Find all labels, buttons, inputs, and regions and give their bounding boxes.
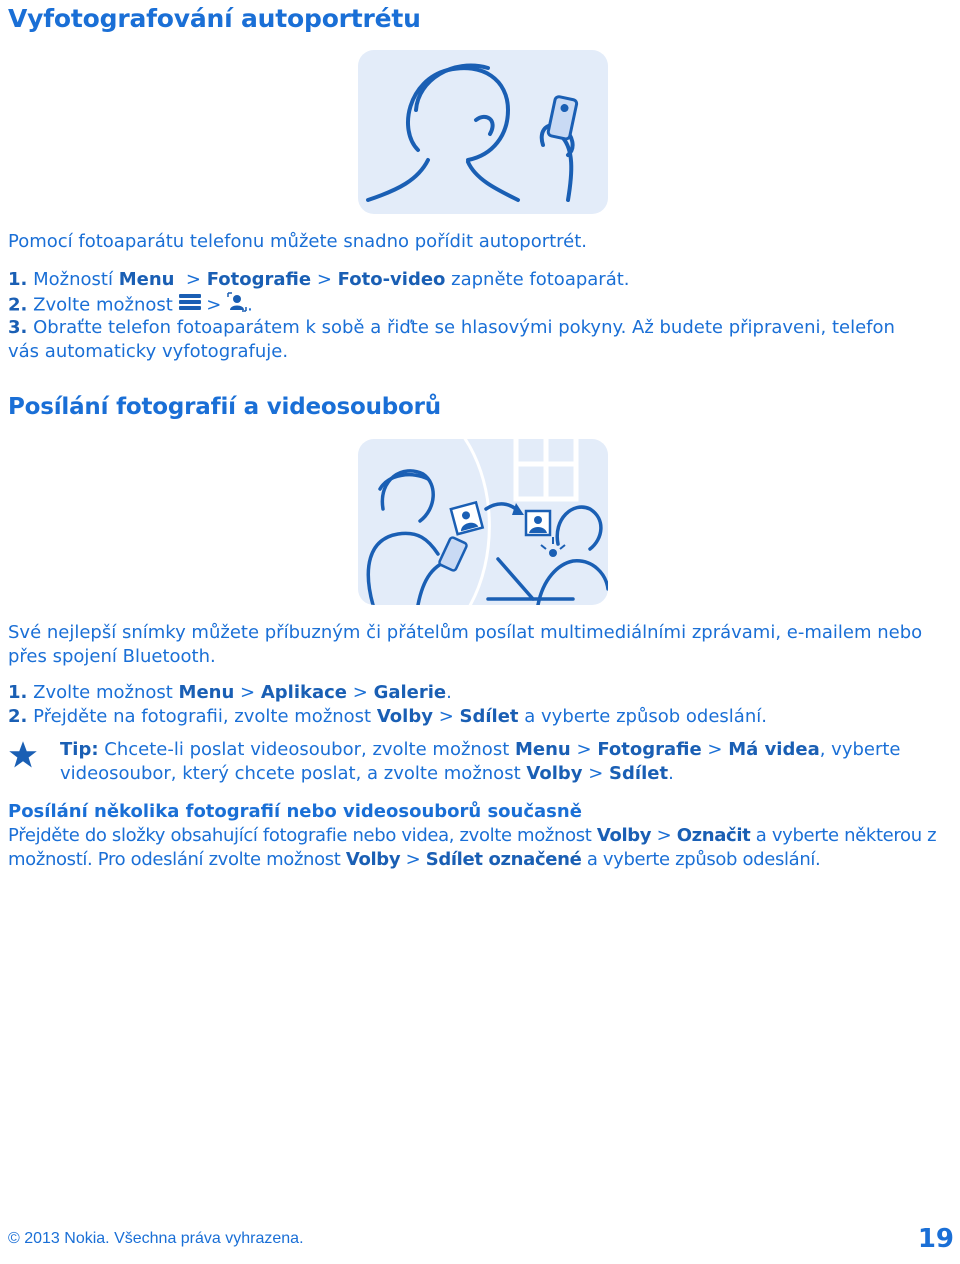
body-text: Přejděte do složky obsahující fotografie nebo videa, zvolte možnost xyxy=(8,825,592,846)
volby-option: Volby xyxy=(376,706,433,727)
multi-share-text xyxy=(8,824,958,872)
menu-option: Menu xyxy=(515,739,571,760)
sharing-step-1 xyxy=(8,681,452,705)
step-text: Zvolte možnost xyxy=(33,294,173,316)
selfie-step-2 xyxy=(8,292,253,319)
step-text: . xyxy=(247,294,253,316)
sdilet-oznacene-option: Sdílet označené xyxy=(425,849,582,870)
separator: > xyxy=(405,849,421,870)
sharing-step-2 xyxy=(8,705,767,729)
oznacit-option: Označit xyxy=(676,825,751,846)
body-text: a vyberte způsob odeslání. xyxy=(586,849,821,870)
ma-videa-option: Má videa xyxy=(728,739,820,760)
step-number: 2. xyxy=(8,294,28,316)
menu-option: Menu xyxy=(118,269,175,290)
separator: > xyxy=(206,294,222,316)
step-text: Obraťte telefon fotoaparátem k sobě a řiďte se hlasovými pokyny. Až budete připraveni, telefon xyxy=(33,317,895,338)
step-text: Možností xyxy=(33,269,113,290)
step-text: . xyxy=(446,682,452,703)
selfie-illustration xyxy=(358,50,608,214)
body-text: a vyberte některou z možností. Pro odeslání zvolte možnost xyxy=(8,825,937,870)
selfie-drawing xyxy=(358,50,608,214)
sdilet-option: Sdílet xyxy=(609,763,669,784)
sharing-illustration xyxy=(358,439,608,605)
tip-label: Tip: xyxy=(60,739,99,760)
tip-text: . xyxy=(668,763,674,784)
selfie-step-3-cont: vás automaticky vyfotografuje. xyxy=(8,341,289,362)
volby-option: Volby xyxy=(345,849,401,870)
separator: > xyxy=(240,682,256,703)
step-number: 1. xyxy=(8,269,28,290)
separator: > xyxy=(588,763,604,784)
sharing-drawing xyxy=(358,439,608,605)
separator: > xyxy=(316,269,332,290)
separator: > xyxy=(576,739,592,760)
step-number: 2. xyxy=(8,706,28,727)
menu-icon xyxy=(179,293,201,318)
volby-option: Volby xyxy=(596,825,652,846)
selfie-step-1 xyxy=(8,268,630,292)
step-text: zapněte fotoaparát. xyxy=(451,269,630,290)
tip-box xyxy=(60,738,940,786)
step-number: 3. xyxy=(8,317,28,338)
step-text: Přejděte na fotografii, zvolte možnost xyxy=(33,706,372,727)
menu-option: Menu xyxy=(178,682,235,703)
step-text: Zvolte možnost xyxy=(33,682,173,703)
separator: > xyxy=(438,706,454,727)
section-title-multi-share: Posílání několika fotografií nebo videosouborů současně xyxy=(8,801,582,822)
section-title-sharing: Posílání fotografií a videosouborů xyxy=(8,394,441,420)
selfie-step-3 xyxy=(8,316,895,340)
tip-text: Chcete-li poslat videosoubor, zvolte možnost xyxy=(104,739,510,760)
step-text: a vyberte způsob odeslání. xyxy=(524,706,767,727)
sharing-intro: Své nejlepší snímky můžete příbuzným či přátelům posílat multimediálními zprávami, e-mailem nebo přes spojení Bluetooth. xyxy=(8,622,923,667)
page-title-selfie: Vyfotografování autoportrétu xyxy=(8,4,421,33)
separator: > xyxy=(352,682,368,703)
fotografie-option: Fotografie xyxy=(597,739,702,760)
foto-video-option: Foto-video xyxy=(337,269,446,290)
step-number: 1. xyxy=(8,682,28,703)
separator: > xyxy=(185,269,201,290)
selfie-intro: Pomocí fotoaparátu telefonu můžete snadno pořídit autoportrét. xyxy=(8,231,588,252)
galerie-option: Galerie xyxy=(373,682,447,703)
star-icon xyxy=(8,740,38,774)
footer-copyright: © 2013 Nokia. Všechna práva vyhrazena. xyxy=(8,1230,304,1247)
separator: > xyxy=(707,739,723,760)
volby-option: Volby xyxy=(526,763,583,784)
selfie-person-icon xyxy=(227,292,247,319)
fotografie-option: Fotografie xyxy=(206,269,312,290)
sdilet-option: Sdílet xyxy=(459,706,519,727)
separator: > xyxy=(656,825,672,846)
page-number: 19 xyxy=(917,1224,954,1254)
tip-text: , vyberte videosoubor, který chcete poslat, a zvolte možnost xyxy=(60,739,901,784)
aplikace-option: Aplikace xyxy=(260,682,348,703)
